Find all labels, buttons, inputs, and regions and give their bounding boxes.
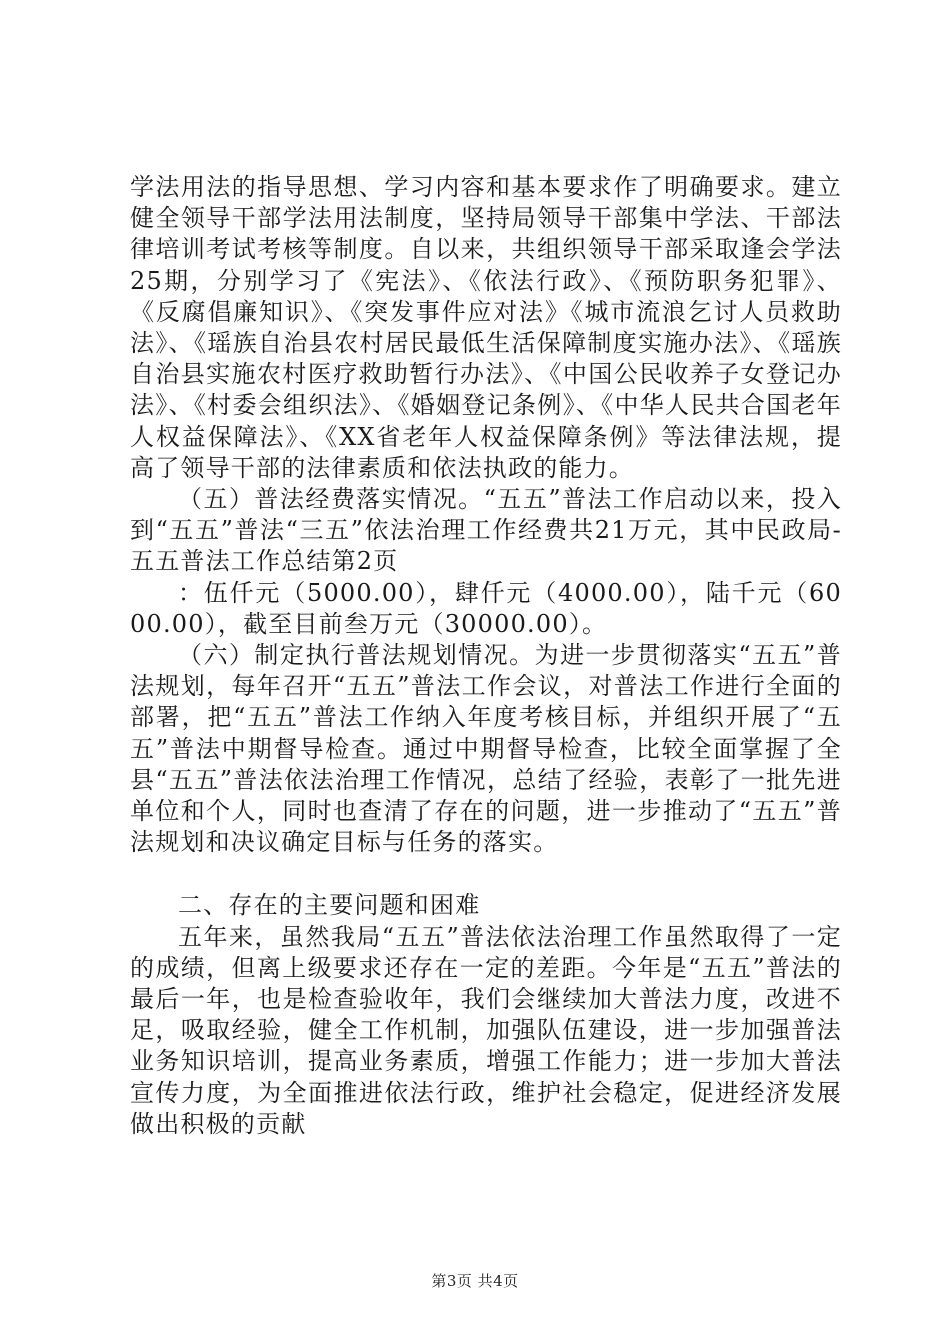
section-heading-problems: 二、存在的主要问题和困难 (178, 891, 481, 920)
paragraph-funding: （五）普法经费落实情况。“五五”普法工作启动以来，投入到“五五”普法“三五”依法治理工作经费共21万元，其中民政局-五五普法工作总结第2页 (130, 485, 842, 576)
paragraph-law-study: 学法用法的指导思想、学习内容和基本要求作了明确要求。建立健全领导干部学法用法制度，坚持局领导干部集中学法、干部法律培训考试考核等制度。自以来，共组织领导干部采取逢会学法25期，分别学习了《宪法》、《依法行政》、《预防职务犯罪》、《反腐倡廉知识》、《突发事件应对法》《城市流浪乞讨人员救助法》、《瑶族自治县农村居民最低生活保障制度实施办法》、《瑶族自治县实施农村医疗救助暂行办法》、《中国公民收养子女登记办法》、《村委会组织法》、《婚姻登记条例》、《中华人民共合国老年人权益保障法》、《XX省老年人权益保障条例》等法律法规，提高了领导干部的法律素质和依法执政的能力。 (130, 173, 842, 482)
paragraph-funding-amounts: ：伍仟元（5000.00），肆仟元（4000.00），陆千元（6000.00），截至目前叁万元（30000.00）。 (130, 578, 842, 638)
paragraph-problems: 五年来，虽然我局“五五”普法依法治理工作虽然取得了一定的成绩，但离上级要求还存在一定的差距。今年是“五五”普法的最后一年，也是检查验收年，我们会继续加大普法力度，改进不足，吸取经验，健全工作机制，加强队伍建设，进一步加强普法业务知识培训，提高业务素质，增强工作能力；进一步加大普法宣传力度，为全面推进依法行政，维护社会稳定，促进经济发展做出积极的贡献 (130, 922, 842, 1138)
page-footer: 第3页 共4页 (431, 1272, 519, 1290)
document-body (130, 172, 842, 1140)
paragraph-planning: （六）制定执行普法规划情况。为进一步贯彻落实“五五”普法规划，每年召开“五五”普法工作会议，对普法工作进行全面的部署，把“五五”普法工作纳入年度考核目标，并组织开展了“五五”普法中期督导检查。通过中期督导检查，比较全面掌握了全县“五五”普法依法治理工作情况，总结了经验，表彰了一批先进单位和个人，同时也查清了存在的问题，进一步推动了“五五”普法规划和决议确定目标与任务的落实。 (130, 641, 842, 857)
